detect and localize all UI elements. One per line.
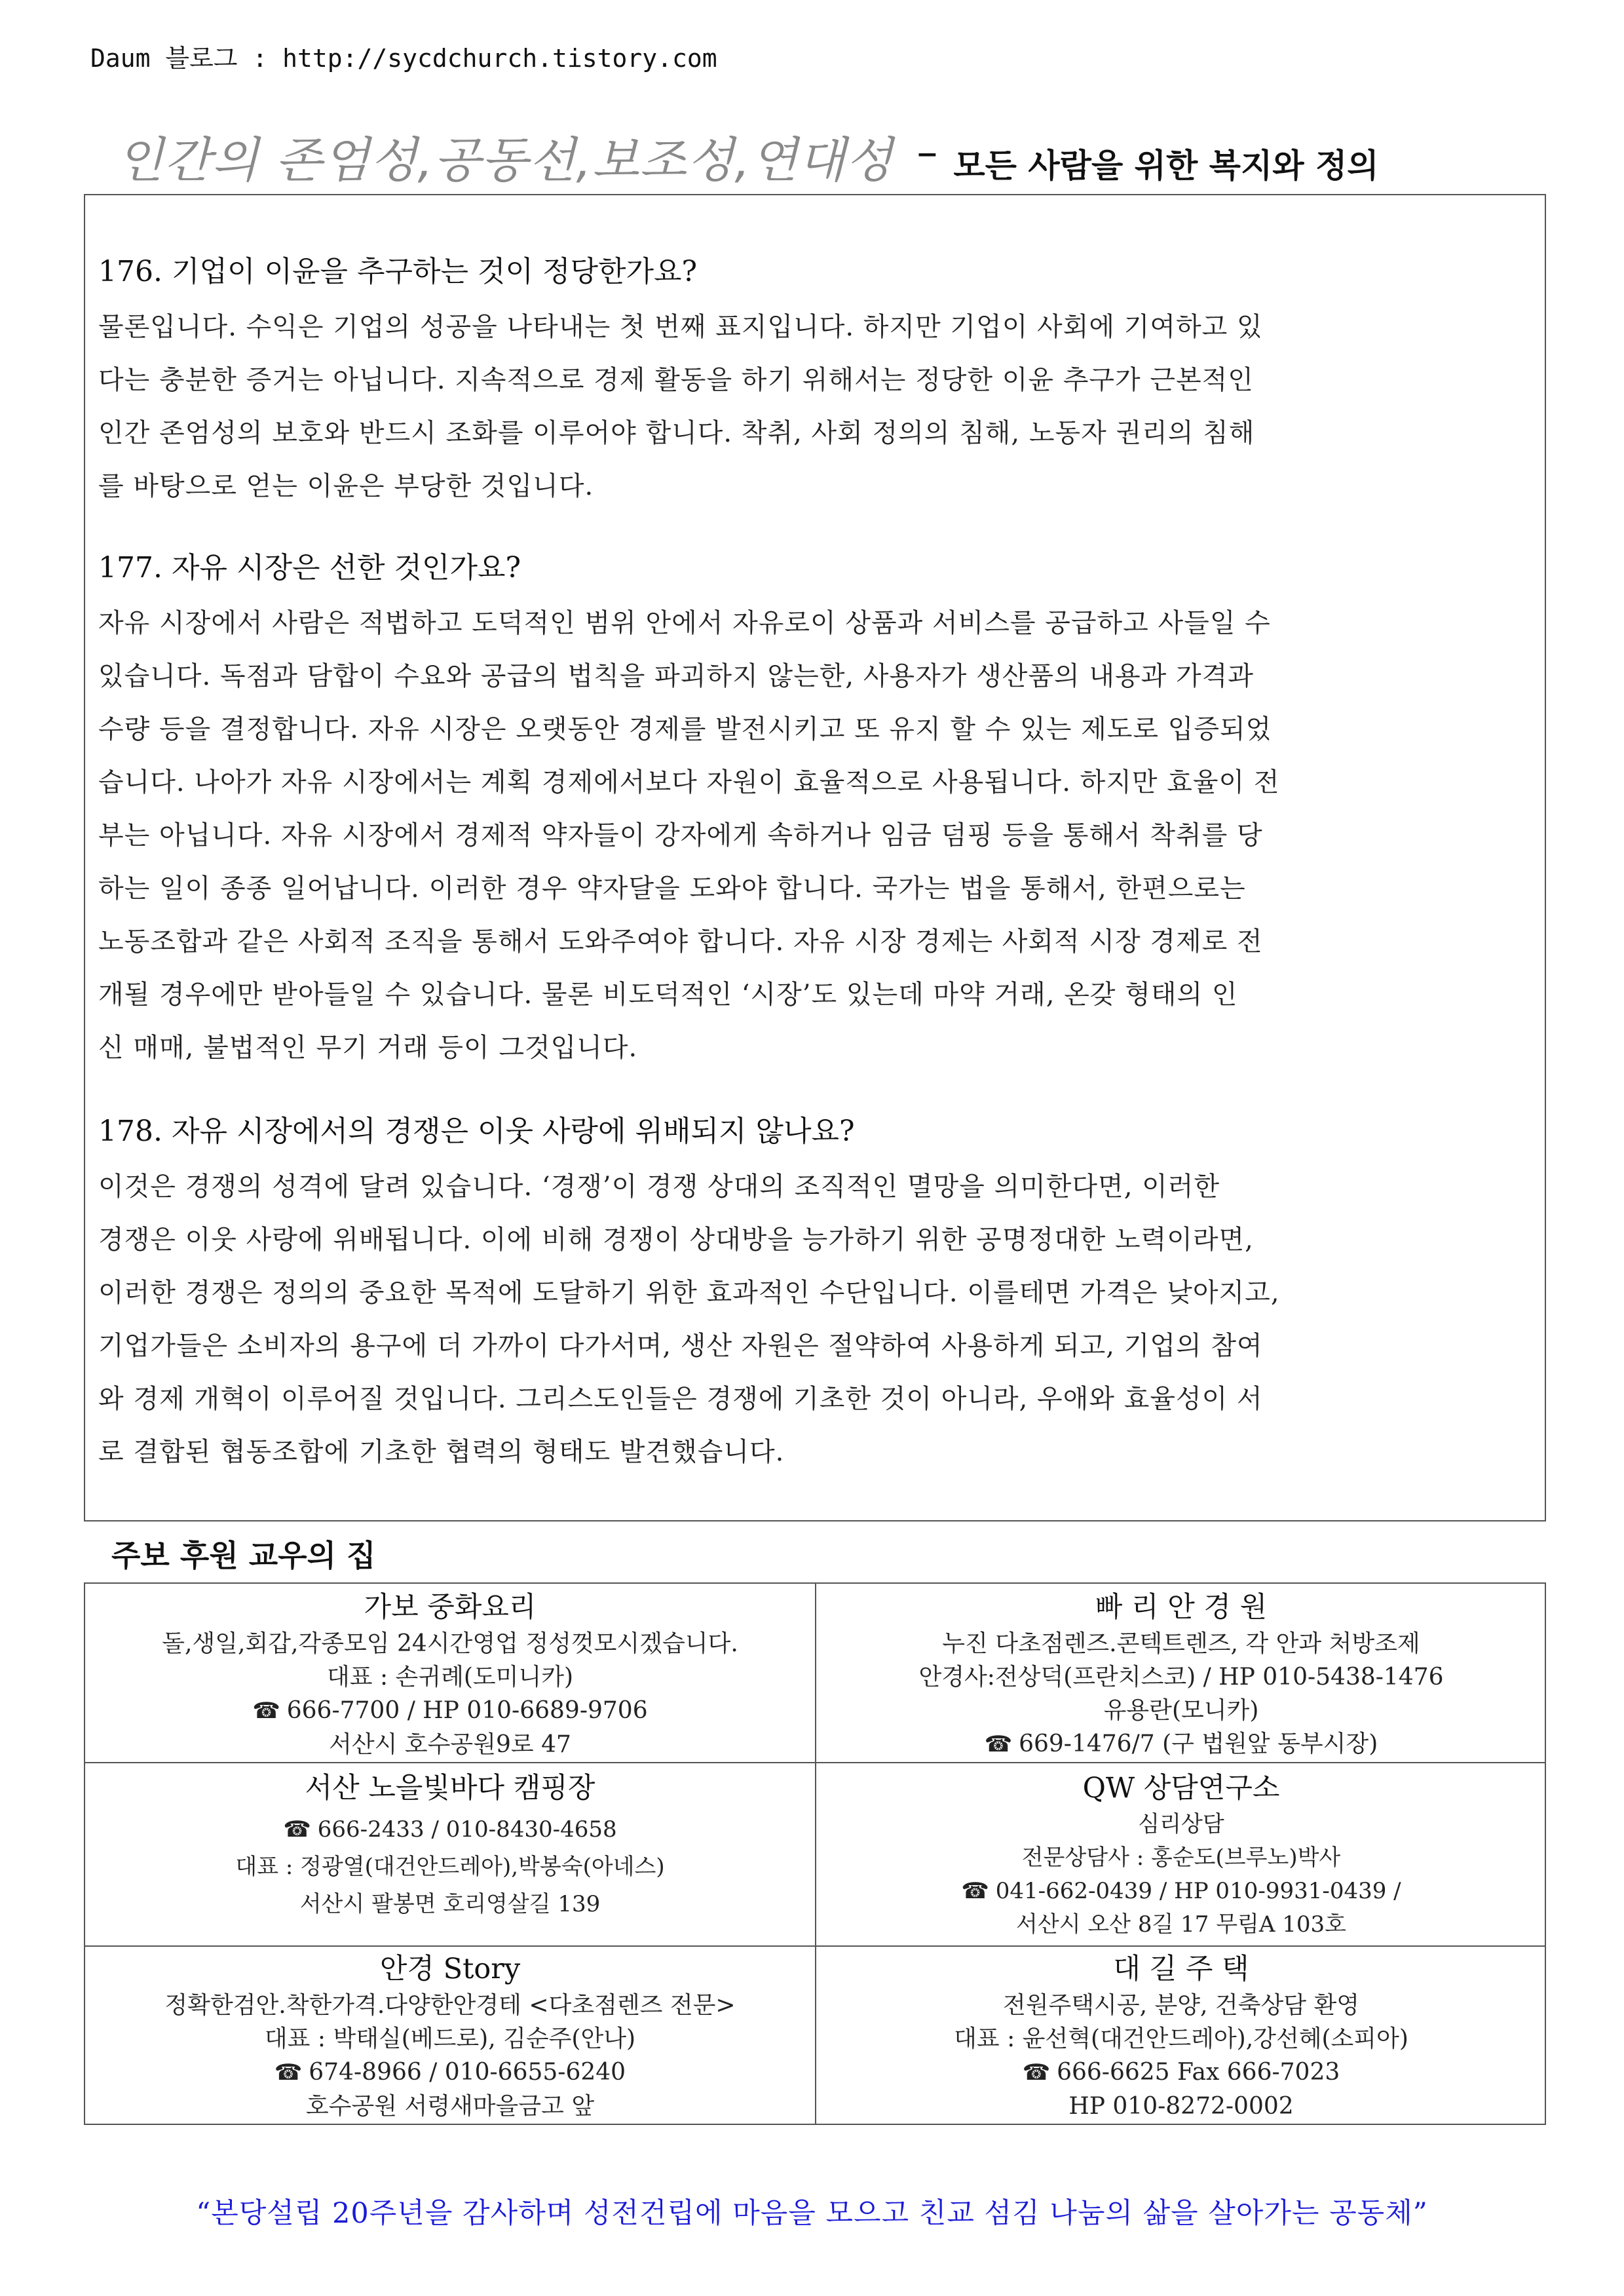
sponsor-info: 전원주택시공, 분양, 건축상담 환영 xyxy=(1002,1992,1360,2019)
sponsor-phone xyxy=(816,1875,1546,1908)
sponsor-info: 안경사:전상덕(프란치스코) / HP 010-5438-1476 xyxy=(918,1664,1444,1691)
answer-line: 이것은 경쟁의 성격에 달려 있습니다. ‘경쟁’이 경쟁 상대의 조직적인 멸망을 의미한다면, 이러한 xyxy=(98,1172,1220,1202)
answer-line: 인간 존엄성의 보호와 반드시 조화를 이루어야 합니다. 착취, 사회 정의의 침해, 노동자 권리의 침해 xyxy=(98,418,1255,448)
sponsor-name: 안경 Story xyxy=(379,1953,521,1985)
title-dash: – xyxy=(916,128,938,177)
sponsor-info: HP 010-8272-0002 xyxy=(1068,2093,1294,2120)
answer-line: 신 매매, 불법적인 무기 거래 등이 그것입니다. xyxy=(98,1033,638,1063)
question-title: 178. 자유 시장에서의 경쟁은 이웃 사랑에 위배되지 않나요? xyxy=(98,1115,855,1148)
sponsor-info: 누진 다초점렌즈.콘텍트렌즈, 각 안과 처방조제 xyxy=(942,1630,1420,1657)
telephone-icon: ☎ xyxy=(283,1816,311,1843)
title-main: 인간의 존엄성,공동선,보조성,연대성 xyxy=(117,132,894,189)
sponsor-name: QW 상담연구소 xyxy=(1082,1772,1280,1805)
title-subtitle: 모든 사람을 위한 복지와 정의 xyxy=(953,147,1379,185)
sponsor-name: 서산 노을빛바다 캠핑장 xyxy=(305,1772,595,1805)
sponsor-info: 유용란(모니카) xyxy=(1103,1697,1259,1724)
answer-line: 로 결합된 협동조합에 기초한 협력의 형태도 발견했습니다. xyxy=(98,1437,785,1467)
sponsor-cell xyxy=(816,1769,1546,1945)
telephone-icon: ☎ xyxy=(984,1731,1013,1757)
table-divider xyxy=(85,1945,1545,1947)
question-title: 176. 기업이 이윤을 추구하는 것이 정당한가요? xyxy=(98,255,698,288)
answer-line: 수량 등을 결정합니다. 자유 시장은 오랫동안 경제를 발전시키고 또 유지 할 수 있는 제도로 입증되었 xyxy=(98,714,1272,744)
sponsor-cell xyxy=(816,1588,1546,1762)
sponsor-name: 대 길 주 택 xyxy=(1113,1953,1249,1985)
answer-line: 개될 경우에만 받아들일 수 있습니다. 물론 비도덕적인 ‘시장’도 있는데 마약 거래, 온갖 형태의 인 xyxy=(98,980,1238,1010)
answer-line: 이러한 경쟁은 정의의 중요한 목적에 도달하기 위한 효과적인 수단입니다. 이를테면 가격은 낮아지고, xyxy=(98,1278,1280,1308)
answer-line: 물론입니다. 수익은 기업의 성공을 나타내는 첫 번째 표지입니다. 하지만 기업이 사회에 기여하고 있 xyxy=(98,312,1263,342)
answer-line: 경쟁은 이웃 사랑에 위배됩니다. 이에 비해 경쟁이 상대방을 능가하기 위한 공명정대한 노력이라면, xyxy=(98,1225,1254,1255)
qa-177 xyxy=(98,547,1533,1075)
answer-line: 습니다. 나아가 자유 시장에서는 계획 경제에서보다 자원이 효율적으로 사용됩니다. 하지만 효율이 전 xyxy=(98,767,1280,797)
sponsor-phone-text: 666-6625 Fax 666-7023 xyxy=(1057,2059,1340,2086)
sponsor-phone xyxy=(85,1694,815,1728)
sponsor-phone xyxy=(816,1727,1546,1761)
answer-line: 기업가들은 소비자의 용구에 더 가까이 다가서며, 생산 자원은 절약하여 사용하게 되고, 기업의 참여 xyxy=(98,1331,1263,1361)
table-divider xyxy=(85,1762,1545,1763)
sponsor-info: 대표 : 박태실(베드로), 김순주(안나) xyxy=(264,2025,636,2052)
sponsor-info: 대표 : 윤선혁(대건안드레아),강선혜(소피아) xyxy=(954,2025,1408,2052)
sponsor-phone-text: 669-1476/7 (구 법원앞 동부시장) xyxy=(1019,1731,1378,1757)
sponsor-info: 돌,생일,회갑,각종모임 24시간영업 정성껏모시겠습니다. xyxy=(162,1630,738,1657)
sponsor-cell xyxy=(85,1769,815,1945)
answer-line: 와 경제 개혁이 이루어질 것입니다. 그리스도인들은 경쟁에 기초한 것이 아니라, 우애와 효율성이 서 xyxy=(98,1384,1263,1414)
parish-motto: “본당설립 20주년을 감사하며 성전건립에 마음을 모으고 친교 섬김 나눔의 삶을 살아가는 공동체” xyxy=(196,2197,1428,2230)
qa-176 xyxy=(98,251,1533,513)
answer-line: 자유 시장에서 사람은 적법하고 도덕적인 범위 안에서 자유로이 상품과 서비스를 공급하고 사들일 수 xyxy=(98,608,1271,638)
answer-line: 있습니다. 독점과 담합이 수요와 공급의 법칙을 파괴하지 않는한, 사용자가 생산품의 내용과 가격과 xyxy=(98,661,1254,691)
sponsor-phone-text: 666-2433 / 010-8430-4658 xyxy=(317,1816,617,1843)
sponsor-info: 서산시 오산 8길 17 무림A 103호 xyxy=(1016,1911,1346,1938)
answer-line: 노동조합과 같은 사회적 조직을 통해서 도와주여야 합니다. 자유 시장 경제는 사회적 시장 경제로 전 xyxy=(98,927,1263,957)
sponsor-info: 호수공원 서령새마을금고 앞 xyxy=(305,2093,595,2120)
answer-line: 부는 아닙니다. 자유 시장에서 경제적 약자들이 강자에게 속하거나 임금 덤핑 등을 통해서 착취를 당 xyxy=(98,820,1263,851)
sponsor-info: 서산시 팔봉면 호리영살길 139 xyxy=(299,1891,601,1917)
blog-address: Daum 블로그 : http://sycdchurch.tistory.com xyxy=(90,44,717,73)
page-title xyxy=(117,122,1545,194)
sponsor-phone xyxy=(85,1813,815,1846)
sponsor-info: 전문상담사 : 홍순도(브루노)박사 xyxy=(1021,1845,1341,1871)
telephone-icon: ☎ xyxy=(961,1878,989,1904)
sponsors-title: 주보 후원 교우의 집 xyxy=(111,1538,376,1573)
sponsor-info: 서산시 호수공원9로 47 xyxy=(329,1731,571,1758)
sponsor-cell xyxy=(85,1949,815,2125)
sponsors-table xyxy=(84,1582,1546,2125)
answer-line: 다는 충분한 증거는 아닙니다. 지속적으로 경제 활동을 하기 위해서는 정당한 이윤 추구가 근본적인 xyxy=(98,365,1254,395)
question-title: 177. 자유 시장은 선한 것인가요? xyxy=(98,551,521,584)
sponsor-phone-text: 674-8966 / 010-6655-6240 xyxy=(309,2059,626,2086)
sponsor-info: 대표 : 정광열(대건안드레아),박봉숙(아네스) xyxy=(235,1854,665,1880)
sponsor-phone xyxy=(816,2056,1546,2090)
telephone-icon: ☎ xyxy=(1022,2059,1051,2086)
sponsor-info: 심리상담 xyxy=(1138,1811,1224,1837)
sponsor-info: 정확한검안.착한가격.다양한안경테 <다초점렌즈 전문> xyxy=(164,1992,736,2019)
qa-178 xyxy=(98,1111,1533,1479)
sponsor-name: 가보 중화요리 xyxy=(364,1591,537,1624)
sponsor-name: 빠 리 안 경 원 xyxy=(1095,1591,1268,1624)
sponsor-phone-text: 041-662-0439 / HP 010-9931-0439 / xyxy=(995,1878,1401,1904)
sponsor-cell xyxy=(85,1588,815,1762)
answer-line: 를 바탕으로 얻는 이윤은 부당한 것입니다. xyxy=(98,471,594,501)
telephone-icon: ☎ xyxy=(274,2059,303,2086)
sponsor-phone-text: 666-7700 / HP 010-6689-9706 xyxy=(286,1697,648,1724)
sponsor-phone xyxy=(85,2056,815,2090)
sponsor-cell xyxy=(816,1949,1546,2125)
sponsor-info: 대표 : 손귀례(도미니카) xyxy=(326,1664,574,1691)
telephone-icon: ☎ xyxy=(252,1698,280,1724)
answer-line: 하는 일이 종종 일어납니다. 이러한 경우 약자달을 도와야 합니다. 국가는 법을 통해서, 한편으로는 xyxy=(98,873,1246,904)
